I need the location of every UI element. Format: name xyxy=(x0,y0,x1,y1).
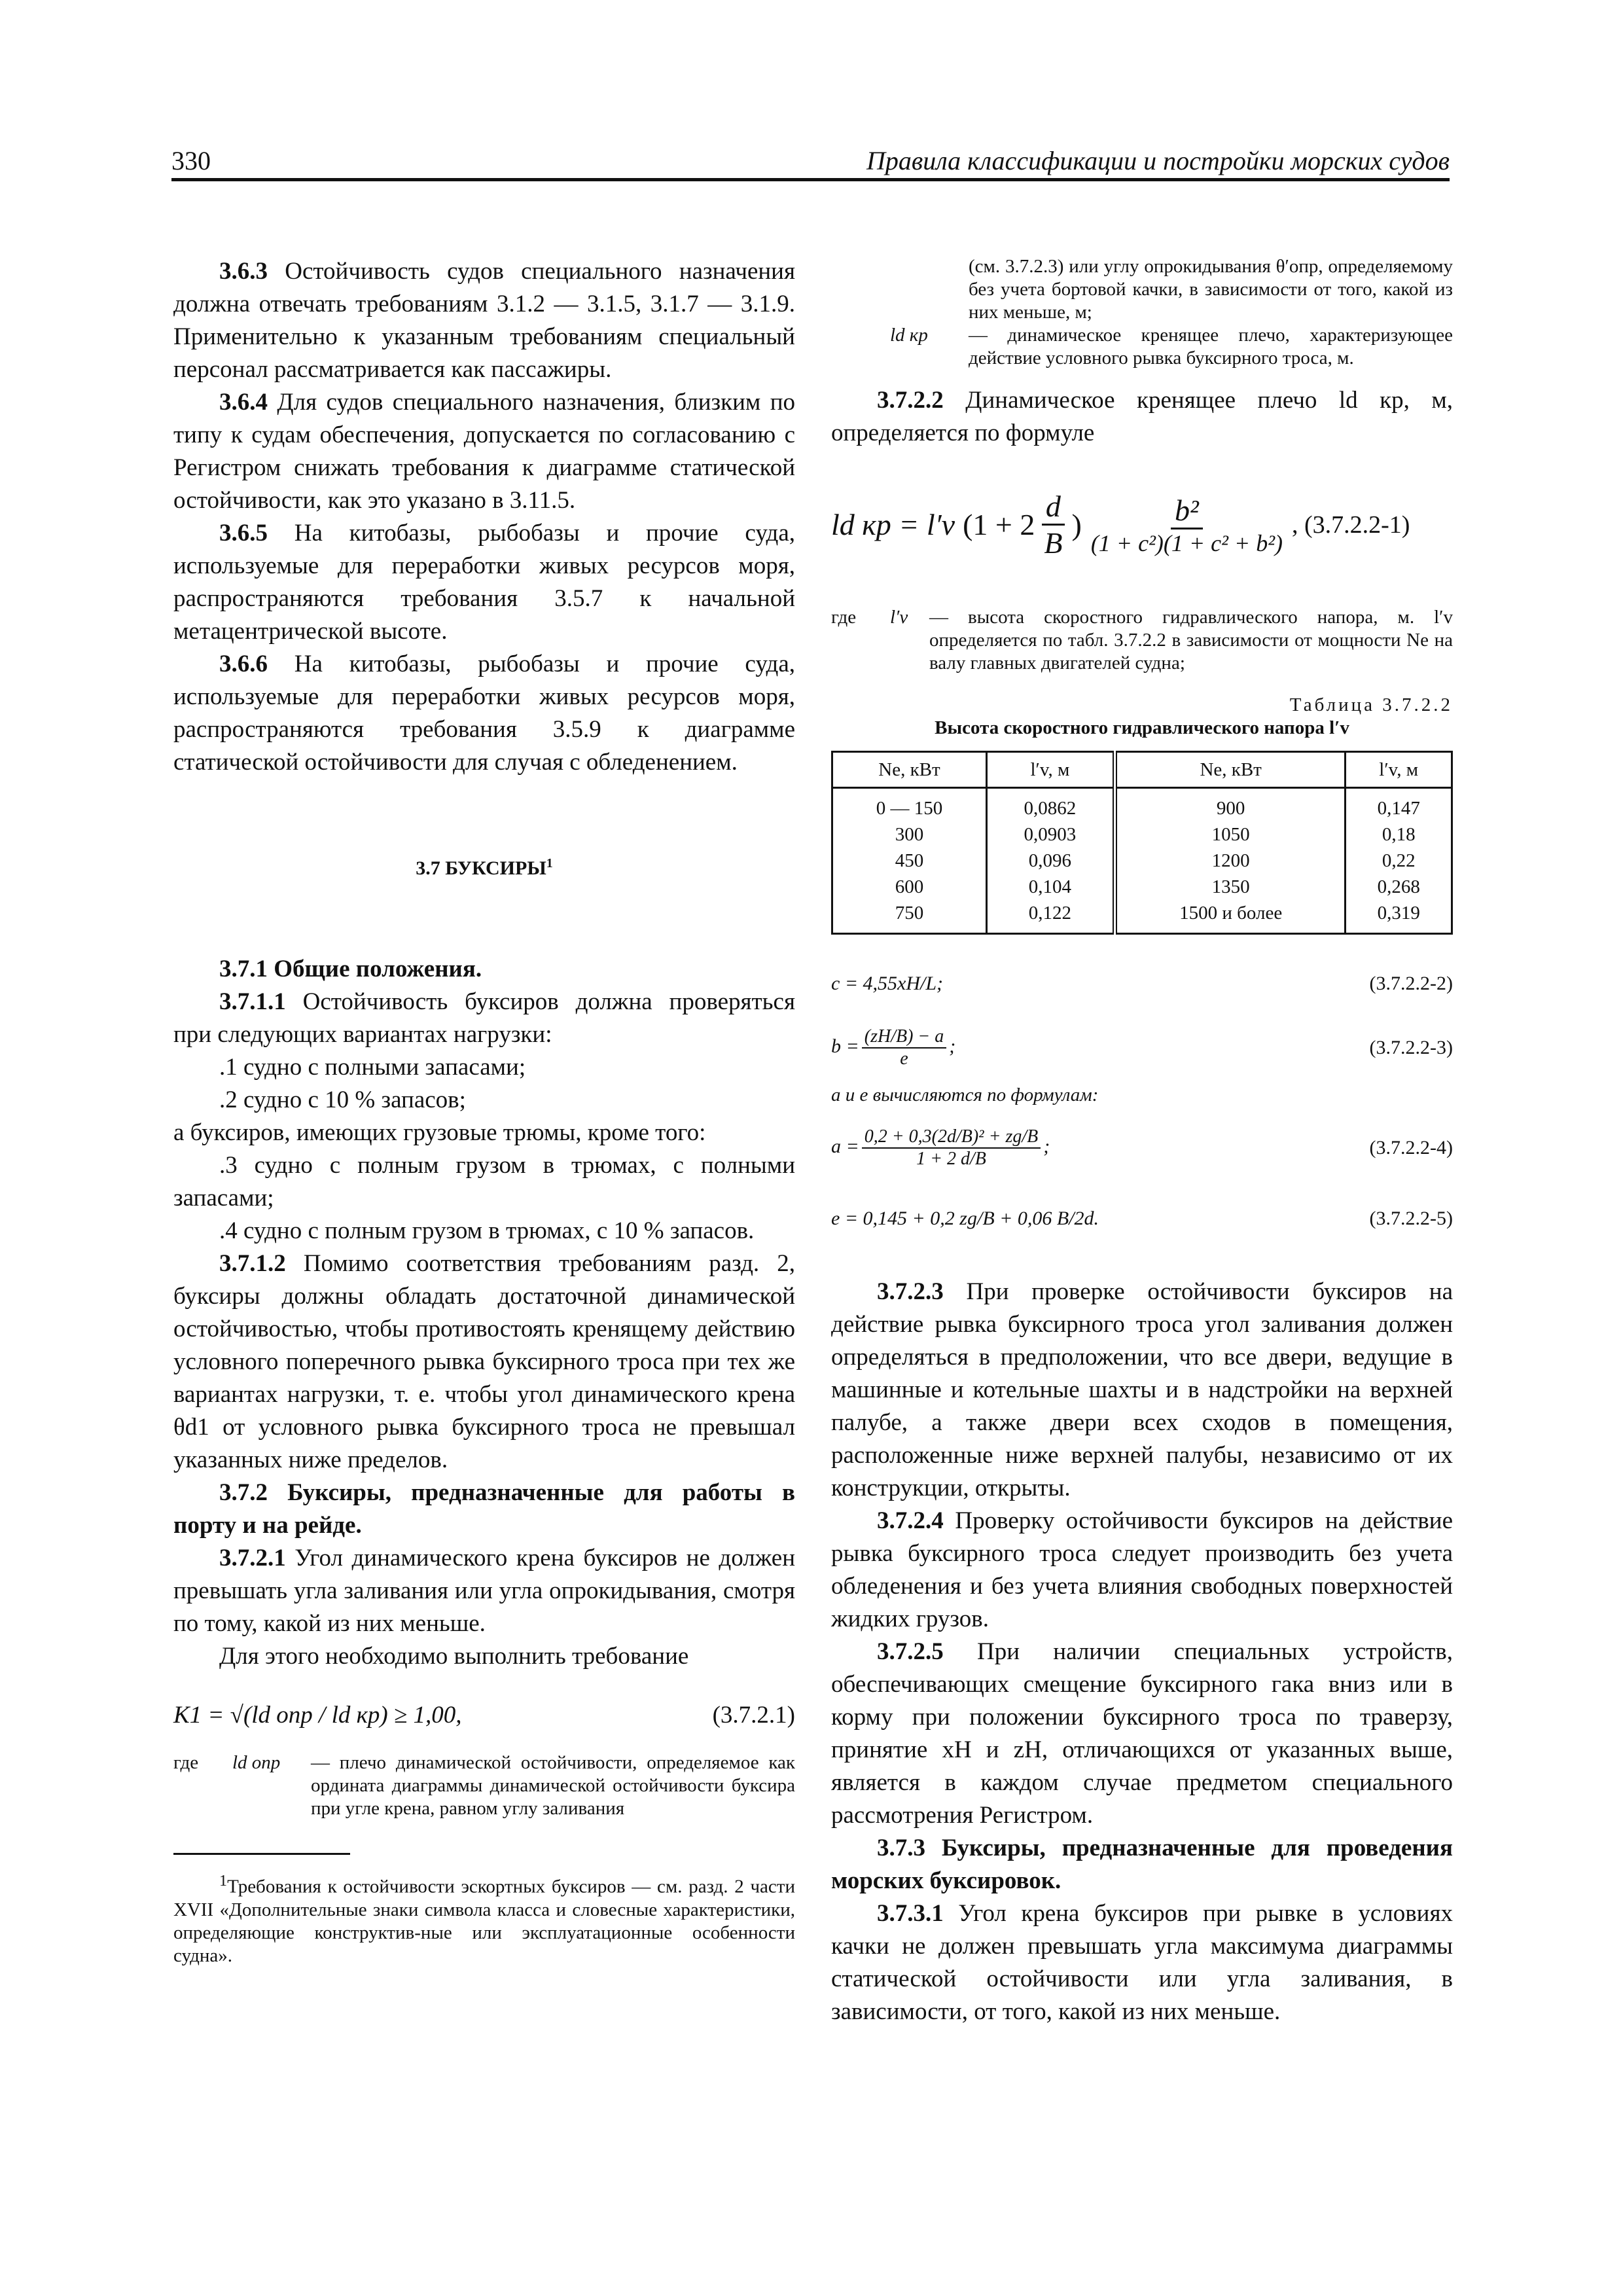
table-title: Высота скоростного гидравлического напора l′v xyxy=(935,717,1349,738)
table-header-ne-2: Ne, кВт xyxy=(1115,752,1346,788)
footnote: $^1$Требования к остойчивости эскортных буксиров — см. разд. 2 части XVII «Дополнительные знаки символа класса и словесные характеристики, определяющие конструктив-ные или эксплуатационные особенности судна». xyxy=(173,1872,795,1966)
paragraph-3-7-2-5: 3.7.2.5 При наличии специальных устройств, обеспечивающих смещение буксирного гака вниз или в корму при положении буксирного троса по траверзу, принятие xH и zH, отличающихся от указанных выше, является в каждом случае предметом специального рассмотрения Регистром. xyxy=(831,1638,1453,1829)
where-definition-ld-opr: где ld опр — плечо динамической остойчивости, определяемое как ордината диаграммы динамической остойчивости буксира при угле крена, равном углу заливания xyxy=(173,1752,795,1819)
footnote-rule xyxy=(173,1853,350,1855)
list-item-1: .1 судно с полными запасами; xyxy=(219,1054,526,1081)
formula-3-7-2-1 xyxy=(173,1699,795,1732)
table-header-lv-2: l′v, м xyxy=(1346,752,1452,788)
list-item-3: .3 судно с полным грузом в трюмах, с полными запасами; xyxy=(173,1152,795,1211)
list-item-4: .4 судно с полным грузом в трюмах, с 10 % запасов. xyxy=(219,1217,755,1244)
header-rule xyxy=(171,178,1450,181)
formula-3-7-2-2-2: c = 4,55xH/L; (3.7.2.2-2) xyxy=(831,973,1453,994)
paragraph-3-6-3: 3.6.3 Остойчивость судов специального назначения должна отвечать требованиям 3.1.2 — 3.1.5, 3.1.7 — 3.1.9. Применительно к указанным требованиям специальный персонал рассматривается как пассажиры. xyxy=(173,258,795,383)
page-number: 330 xyxy=(171,146,211,175)
paragraph-3-6-5: 3.6.5 На китобазы, рыбобазы и прочие суда, используемые для переработки живых ресурсов моря, распространяются требования 3.5.7 к начальной метацентрической высоте. xyxy=(173,520,796,645)
table-header-ne: Ne, кВт xyxy=(832,752,987,788)
paragraph-3-7-2-4: 3.7.2.4 Проверку остойчивости буксиров на действие рывка буксирного троса следует производить без учета обледенения и без учета влияния свободных поверхностей жидких грузов. xyxy=(831,1507,1454,1632)
table-header-lv: l′v, м xyxy=(986,752,1115,788)
table-row: 300 0,0903 1050 0,18 xyxy=(832,821,1452,848)
data-table xyxy=(831,751,1453,935)
paragraph-3-7-1-1: 3.7.1.1 Остойчивость буксиров должна проверяться при следующих вариантах нагрузки: xyxy=(173,988,795,1048)
table-row: 750 0,122 1500 и более 0,319 xyxy=(832,900,1452,934)
paragraph-3-7-2-3: 3.7.2.3 При проверке остойчивости буксиров на действие рывка буксирного троса угол заливания должен определяться в предположении, что все двери, ведущие в машинные и котельные шахты и в надстройки на верхней палубе, а также двери всех сходов в помещения, расположенные ниже верхней палубы, независимо от их конструкции, открыты. xyxy=(831,1278,1454,1501)
formula-3-7-2-2-5: e = 0,145 + 0,2 zg/B + 0,06 B/2d. (3.7.2.2-5) xyxy=(831,1208,1453,1229)
table-number: Таблица 3.7.2.2 xyxy=(1289,694,1453,715)
table-row: 0 — 150 0,0862 900 0,147 xyxy=(832,788,1452,822)
running-title: Правила классификации и постройки морских судов xyxy=(866,146,1450,175)
table-row: 600 0,104 1350 0,268 xyxy=(832,874,1452,900)
where-continuation: (см. 3.7.2.3) или углу опрокидывания θ′опр, определяемому без учета бортовой качки, в зависимости от того, какой из них меньше, м; xyxy=(969,256,1453,323)
paragraph-3-6-4: 3.6.4 Для судов специального назначения, близким по типу к судам обеспечения, допускается по согласованию с Регистром снижать требования к диаграмме статической остойчивости, как это указано в 3.11.5. xyxy=(173,389,796,514)
formula-3-7-2-2-3: b = $\frac{(zH/B) - a}{e}$ ; (3.7.2.2-3) xyxy=(831,1026,1453,1069)
heading-3-7-1: 3.7.1 Общие положения. xyxy=(219,956,482,982)
formula-number: (3.7.2.1) xyxy=(712,1702,795,1729)
where-definition-ld-kr: ld кр — динамическое кренящее плечо, характеризующее действие условного рывка буксирного троса, м. xyxy=(890,325,1453,368)
fraction-d-over-B: $\frac{d}{B}$ xyxy=(1040,489,1066,560)
formula-3-7-2-2-1: ld кр = l′v (1 + 2 $\frac{d}{B}$ ) $\frac{\text{b²}}{\text{(1 + c²)(1 + c² + b²)}}$ , (3.7.2.2-1) xyxy=(831,490,1410,560)
section-title-3-7: 3.7 БУКСИРЫ$^1$ xyxy=(416,856,553,879)
paragraph-3-6-6: 3.6.6 На китобазы, рыбобазы и прочие суда, используемые для переработки живых ресурсов моря, распространяются требования 3.5.9 к диаграмме статической остойчивости для случая с обледенением. xyxy=(173,651,796,776)
list-item-2: .2 судно с 10 % запасов; xyxy=(219,1086,466,1113)
fraction-b2: $\frac{\text{b²}}{\text{(1 + c²)(1 + c² + b²)}}$ xyxy=(1090,493,1283,556)
heading-3-7-2: 3.7.2 Буксиры, предназначенные для работы в порту и на рейде. xyxy=(173,1479,795,1539)
footnote-marker: 1 xyxy=(546,856,553,870)
formula-expression: K1 = √(ld опр / ld кр) ≥ 1,00, xyxy=(173,1702,462,1729)
where-definition-lv: где l′v — высота скоростного гидравлического напора, м. l′v определяется по табл. 3.7.2.2 в зависимости от мощности Ne на валу главных двигателей судна; xyxy=(831,607,1453,673)
ae-note: a и e вычисляются по формулам: xyxy=(831,1085,1099,1105)
paragraph-requirement: Для этого необходимо выполнить требование xyxy=(219,1643,689,1670)
paragraph-3-7-1-2: 3.7.1.2 Помимо соответствия требованиям разд. 2, буксиры должны обладать достаточной динамической остойчивостью, чтобы противостоять кренящему действию условного поперечного рывка буксирного троса при тех же вариантах нагрузки, т. е. чтобы угол динамического крена θd1 от условного рывка буксирного троса не превышал указанных ниже пределов. xyxy=(173,1250,795,1473)
right-column xyxy=(831,255,1453,2028)
paragraph-3-7-2-1: 3.7.2.1 Угол динамического крена буксиров не должен превышать угла заливания или угла опрокидывания, смотря по тому, какой из них меньше. xyxy=(173,1545,795,1637)
table-row: 450 0,096 1200 0,22 xyxy=(832,848,1452,874)
heading-3-7-3: 3.7.3 Буксиры, предназначенные для проведения морских буксировок. xyxy=(831,1835,1453,1894)
formula-3-7-2-2-4: a = $\frac{\text{0,2 + 0,3(2d/B)² + zg/B}}{1 + 2 d/B}$ ; (3.7.2.2-4) xyxy=(831,1126,1453,1169)
left-column xyxy=(173,255,795,1967)
paragraph-3-7-3-1: 3.7.3.1 Угол крена буксиров при рывке в условиях качки не должен превышать угла максимума диаграммы статической остойчивости или угла заливания, в зависимости, от того, какой из них меньше. xyxy=(831,1900,1454,2025)
paragraph-3-7-2-2: 3.7.2.2 Динамическое кренящее плечо ld кр, м, определяется по формуле xyxy=(831,387,1454,446)
list-intro-tugs: а буксиров, имеющих грузовые трюмы, кроме того: xyxy=(173,1119,706,1146)
